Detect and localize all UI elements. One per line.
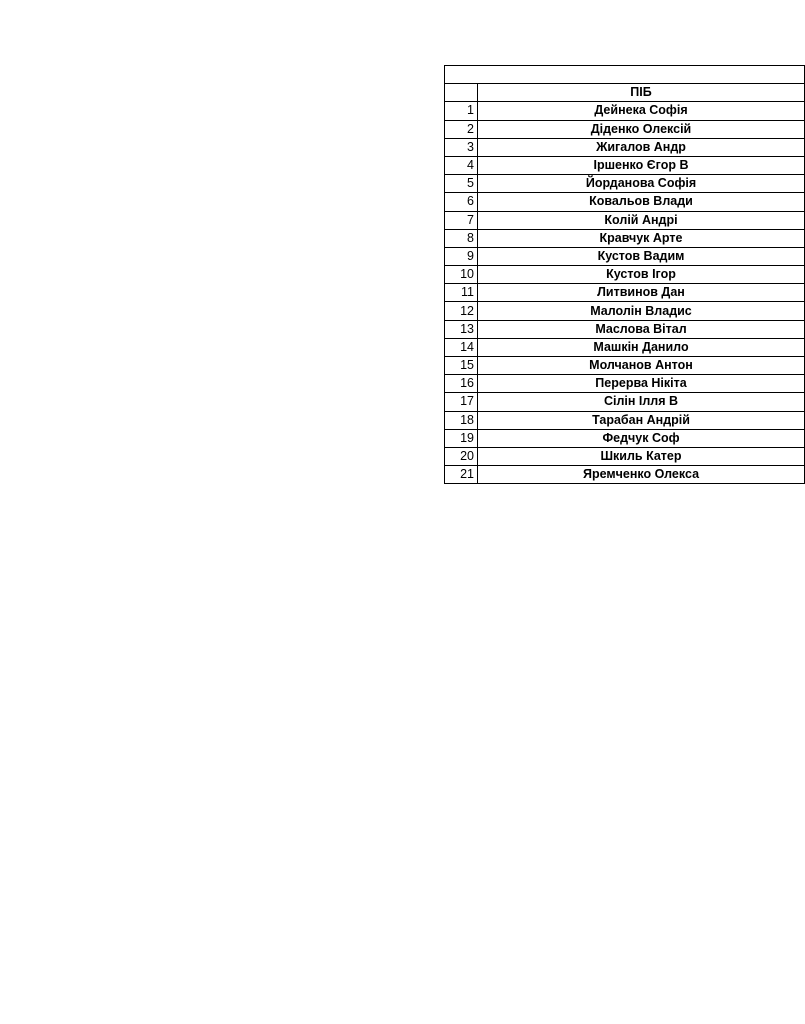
table-row [445,447,805,465]
table-title [445,66,805,84]
table-row [445,175,805,193]
table-row [445,429,805,447]
table-row [445,338,805,356]
row-number: 11 [445,284,478,302]
row-number: 3 [445,138,478,156]
student-name: Іршенко Єгор В [478,156,805,174]
table-row [445,120,805,138]
row-number: 21 [445,466,478,484]
table-row [445,375,805,393]
table-row [445,211,805,229]
student-name: Ковальов Влади [478,193,805,211]
row-number: 8 [445,229,478,247]
row-number: 16 [445,375,478,393]
student-name: Кустов Вадим [478,247,805,265]
student-name: Маслова Вітал [478,320,805,338]
table-row [445,156,805,174]
student-name: Кравчук Арте [478,229,805,247]
table-row [445,284,805,302]
row-number: 9 [445,247,478,265]
table-row [445,393,805,411]
number-column-header [445,84,478,102]
table-row [445,102,805,120]
table-row [445,247,805,265]
row-number: 4 [445,156,478,174]
student-roster-table [444,65,805,484]
spreadsheet-region [444,65,700,487]
row-number: 6 [445,193,478,211]
student-name: Колій Андрі [478,211,805,229]
table-row [445,466,805,484]
student-name: Федчук Соф [478,429,805,447]
row-number: 5 [445,175,478,193]
student-name: Жигалов Андр [478,138,805,156]
header-row [445,84,805,102]
table-row [445,193,805,211]
student-name: Шкиль Катер [478,447,805,465]
student-name: Литвинов Дан [478,284,805,302]
table-row [445,138,805,156]
row-number: 19 [445,429,478,447]
student-name: Перерва Нікіта [478,375,805,393]
student-name: Сілін Ілля В [478,393,805,411]
table-row [445,302,805,320]
row-number: 2 [445,120,478,138]
student-name: Машкін Данило [478,338,805,356]
student-name: Яремченко Олекса [478,466,805,484]
row-number: 17 [445,393,478,411]
student-name: Йорданова Софія [478,175,805,193]
student-name: Малолін Владис [478,302,805,320]
name-column-header: ПІБ [478,84,805,102]
row-number: 18 [445,411,478,429]
table-row [445,357,805,375]
table-row [445,266,805,284]
table-row [445,229,805,247]
student-name: Дейнека Софія [478,102,805,120]
table-row [445,320,805,338]
row-number: 12 [445,302,478,320]
row-number: 10 [445,266,478,284]
student-name: Кустов Ігор [478,266,805,284]
row-number: 15 [445,357,478,375]
row-number: 14 [445,338,478,356]
row-number: 7 [445,211,478,229]
student-name: Тарабан Андрій [478,411,805,429]
row-number: 13 [445,320,478,338]
row-number: 20 [445,447,478,465]
table-row [445,411,805,429]
row-number: 1 [445,102,478,120]
student-name: Молчанов Антон [478,357,805,375]
student-name: Діденко Олексій [478,120,805,138]
title-row [445,66,805,84]
